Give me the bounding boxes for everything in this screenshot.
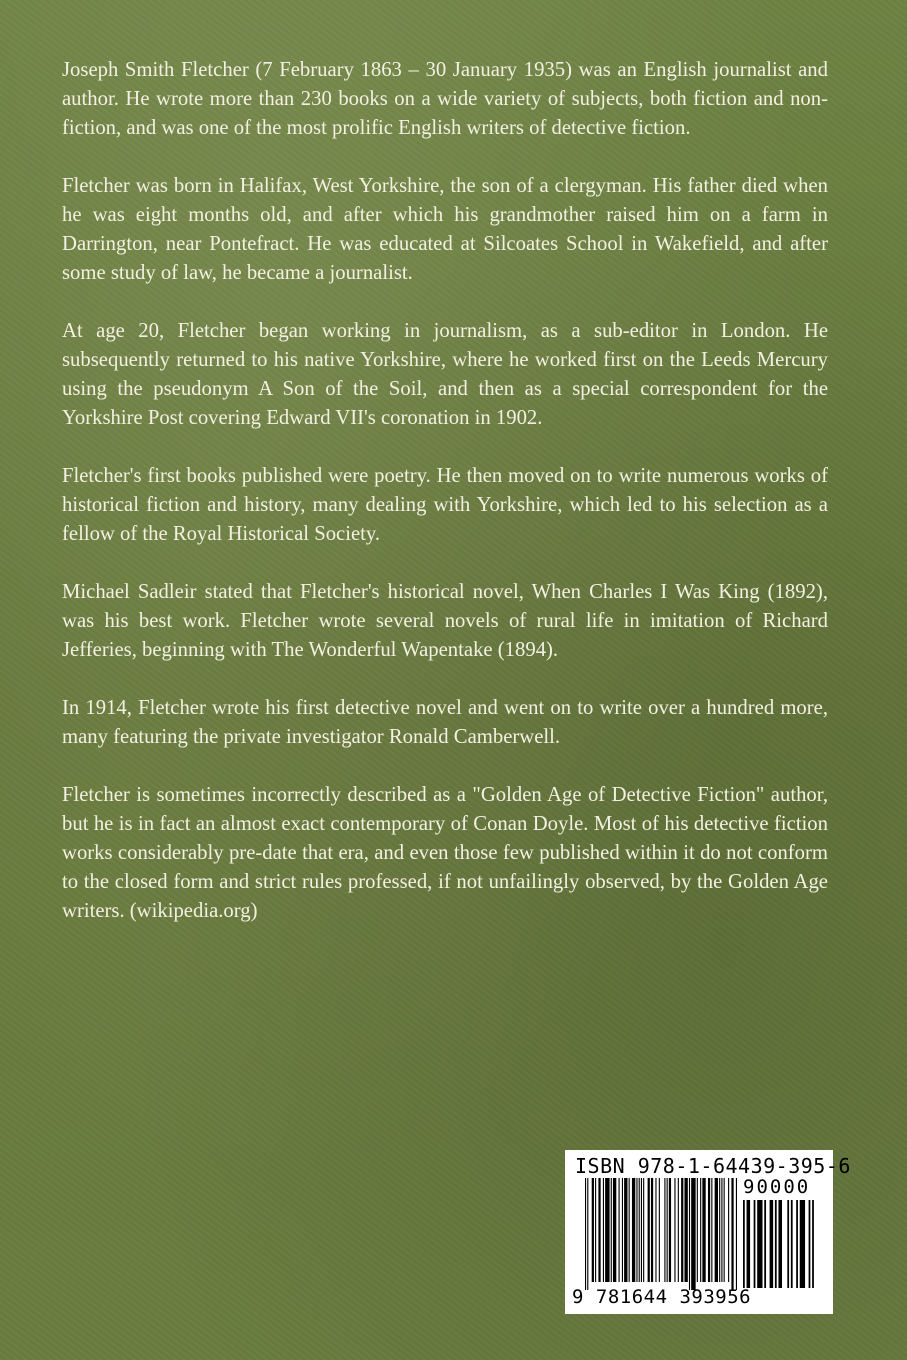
bio-paragraph-2: Fletcher was born in Halifax, West Yorkshire, the son of a clergyman. His father died when he was eight months old, and after which his grandmother raised him on a farm in Darrington, near Pontefract. He was educated at Silcoates School in Wakefield, and after some study of law, he became a journalist. xyxy=(62,175,828,284)
bio-paragraph-3: At age 20, Fletcher began working in journalism, as a sub-editor in London. He subsequently returned to his native Yorkshire, where he worked first on the Leeds Mercury using the pseudonym A Son of the Soil, and then as a special correspondent for the Yorkshire Post covering Edward VII's coronation in 1902. xyxy=(62,320,828,429)
barcode-bars-icon xyxy=(585,1178,737,1290)
author-biography xyxy=(62,56,828,955)
addon-barcode-bars-icon xyxy=(743,1200,821,1288)
barcode-number: 9 781644 393956 xyxy=(572,1286,752,1308)
bio-paragraph-1: Joseph Smith Fletcher (7 February 1863 – 30 January 1935) was an English journalist and author. He wrote more than 230 books on a wide variety of subjects, both fiction and non-fiction, and was one of the most prolific English writers of detective fiction. xyxy=(62,59,828,139)
bio-paragraph-6: In 1914, Fletcher wrote his first detective novel and went on to write over a hundred more, many featuring the private investigator Ronald Camberwell. xyxy=(62,697,828,748)
price-code: 90000 xyxy=(743,1176,811,1198)
bio-paragraph-5: Michael Sadleir stated that Fletcher's historical novel, When Charles I Was King (1892), was his best work. Fletcher wrote several novels of rural life in imitation of Richard Jefferies, beginning with The Wonderful Wapentake (1894). xyxy=(62,581,828,661)
isbn-label: ISBN 978-1-64439-395-6 xyxy=(575,1154,851,1178)
isbn-barcode xyxy=(565,1150,851,1314)
bio-paragraph-4: Fletcher's first books published were poetry. He then moved on to write numerous works of historical fiction and history, many dealing with Yorkshire, which led to his selection as a fellow of the Royal Historical Society. xyxy=(62,465,828,545)
bio-paragraph-7: Fletcher is sometimes incorrectly described as a "Golden Age of Detective Fiction" author, but he is in fact an almost exact contemporary of Conan Doyle. Most of his detective fiction works considerably pre-date that era, and even those few published within it do not conform to the closed form and strict rules professed, if not unfailingly observed, by the Golden Age writers. (wikipedia.org) xyxy=(62,784,828,922)
